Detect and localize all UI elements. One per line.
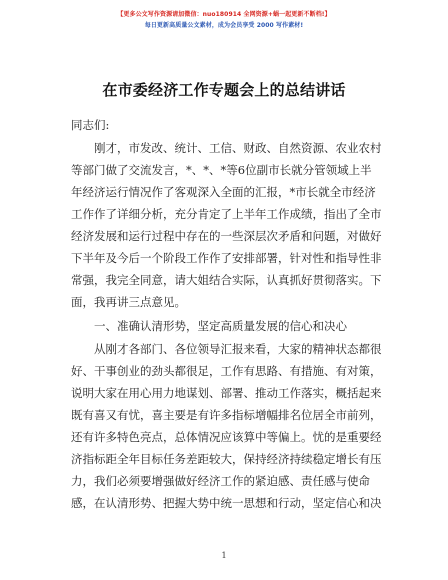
body-line: 下半年及今后一个阶段工作作了安排部署，针对性和指导性非: [71, 251, 382, 265]
body-line: 济指标距全年目标任务差距较大，保持经济持续稳定增长有压: [71, 452, 382, 466]
body-line: 常强，我完全同意，请大姐结合实际，认真抓好贯彻落实。下: [71, 273, 382, 287]
body-line: 力，我们必须要增强做好经济工作的紧迫感、责任感与使命: [71, 474, 370, 488]
body-line: 好、干事创业的劲头都很足，工作有思路、有措施、有对策，: [71, 364, 382, 378]
page-number: 1: [221, 551, 227, 560]
body-line: 刚才，市发改、统计、工信、财政、自然资源、农业农村: [94, 141, 382, 155]
body-line: 还有许多特色亮点，总体情况应该算中等偏上。忧的是重要经: [71, 430, 382, 444]
promo-banner-line-2: 每日更新高质量公文素材，成为会员享受 2000 写作素材!: [144, 22, 304, 29]
section-heading: 一、准确认清形势，坚定高质量发展的信心和决心: [94, 319, 347, 333]
document-title: 在市委经济工作专题会上的总结讲话: [102, 81, 346, 99]
body-line: 面，我再讲三点意见。: [71, 295, 186, 309]
promo-banner-line-1: 【更多公文写作资源请加微信：nuo180914 全网资源+蜗一起更新不断档!】: [117, 11, 331, 18]
body-line: 说明大家在用心用力地谋划、部署、推动工作落实，概括起来: [71, 386, 382, 400]
body-line: 既有喜又有忧，喜主要是有许多指标增幅排名位居全市前列，: [71, 408, 382, 422]
body-line: 经济发展和运行过程中存在的一些深层次矛盾和问题，对做好: [71, 229, 382, 243]
salutation: 同志们:: [71, 118, 110, 132]
body-line: 等部门做了交流发言，*、*、*等6位副市长就分管领域上半: [71, 163, 372, 177]
body-line: 年经济运行情况作了客观深入全面的汇报，*市长就全市经济: [71, 185, 376, 199]
body-line: 感，在认清形势、把握大势中统一思想和行动，坚定信心和决: [71, 496, 382, 510]
body-line: 从刚才各部门、各位领导汇报来看，大家的精神状态都很: [94, 342, 382, 356]
body-line: 工作作了详细分析，充分肯定了上半年工作成绩，指出了全市: [71, 207, 382, 221]
